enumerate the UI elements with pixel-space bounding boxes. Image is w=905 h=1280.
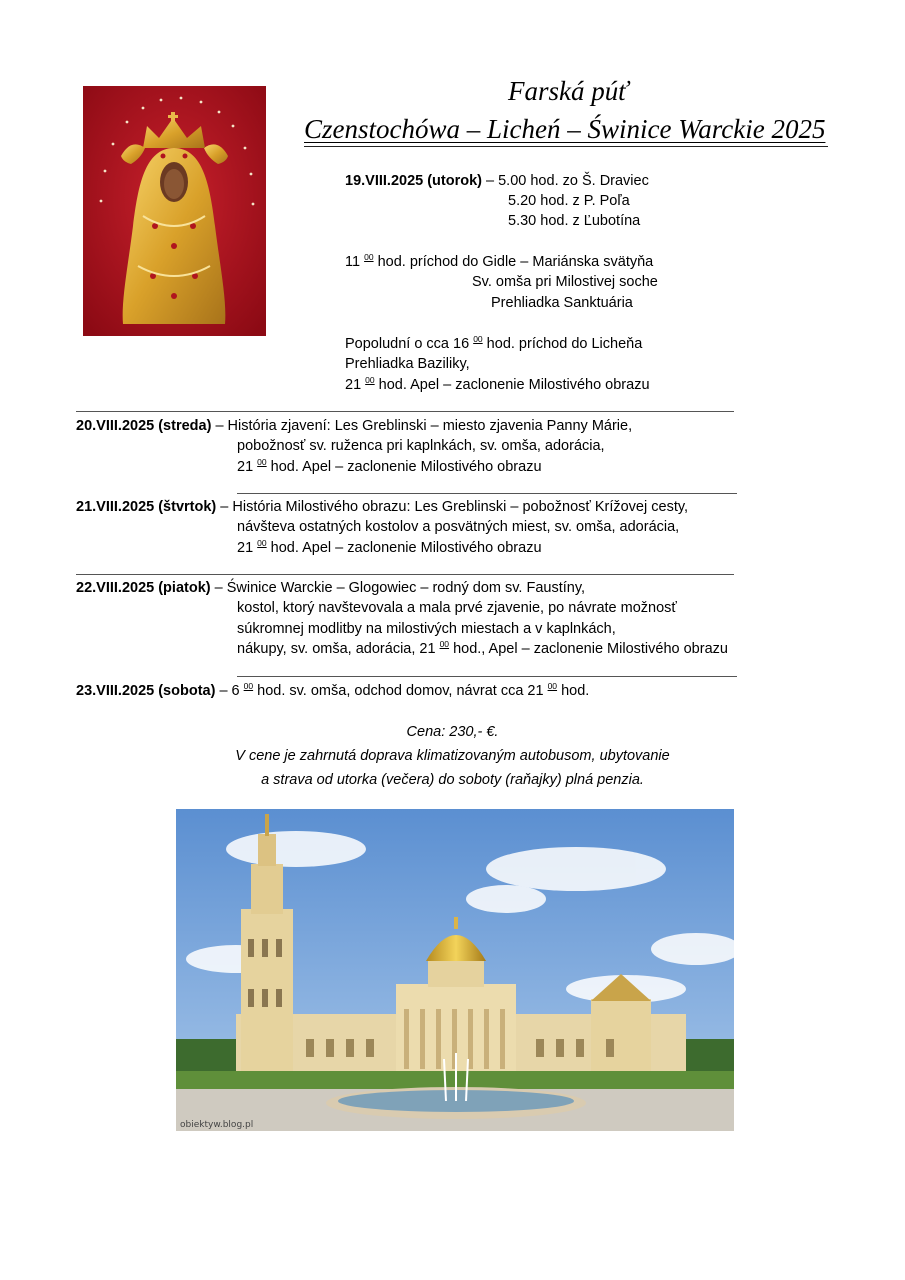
time-minutes: 00: [547, 681, 558, 691]
day1-basilica-tour: Prehliadka Baziliky,: [345, 356, 470, 372]
day5-line1: [76, 681, 589, 702]
day2-text: – História zjavení: Les Greblinski – miesto zjavenia Panny Márie,: [211, 418, 633, 434]
divider: [76, 574, 734, 575]
title-double-underline: [304, 146, 828, 147]
day2-line1: [76, 416, 632, 437]
divider: [76, 411, 734, 412]
day1-date: 19.VIII.2025 (utorok): [345, 173, 482, 189]
time-hour: 21: [237, 540, 254, 556]
divider: [237, 493, 737, 494]
subtitle: Farská púť: [508, 76, 629, 106]
time-minutes: 00: [439, 639, 450, 649]
basilica-photo: [176, 809, 734, 1131]
time-minutes: 00: [365, 375, 375, 385]
afternoon-text: Popoludní o cca 16: [345, 336, 470, 352]
page-title: Czenstochówa – Licheń – Świnice Warckie 2025: [304, 114, 826, 144]
time-minutes: 00: [257, 457, 267, 467]
day5-text: hod. sv. omša, odchod domov, návrat cca 21: [253, 683, 544, 699]
price-info-2: a strava od utorka (večera) do soboty (raňajky) plná penzia.: [261, 772, 644, 788]
time-minutes: 00: [243, 681, 254, 691]
day3-date: 21.VIII.2025 (štvrtok): [76, 499, 217, 515]
day4-text: nákupy, sv. omša, adorácia, 21: [237, 641, 436, 657]
apel-text: hod. Apel – zaclonenie Milostivého obrazu: [266, 540, 542, 556]
day4-date: 22.VIII.2025 (piatok): [76, 580, 211, 596]
day1-apel: [345, 375, 650, 396]
day4-line1: [76, 578, 585, 599]
time-minutes: 00: [364, 252, 374, 262]
day3-apel: [237, 538, 542, 559]
day5-date: 23.VIII.2025 (sobota): [76, 683, 216, 699]
price-info-1: V cene je zahrnutá doprava klimatizovaným autobusom, ubytovanie: [235, 748, 670, 764]
day1-departure-3: 5.30 hod. z Ľubotína: [508, 213, 641, 229]
day1-departure-1: – 5.00 hod. zo Š. Draviec: [482, 173, 649, 189]
day3-line2: návšteva ostatných kostolov a posvätných miest, sv. omša, adorácia,: [237, 519, 680, 535]
apel-text: hod. Apel – zaclonenie Milostivého obrazu: [266, 459, 542, 475]
day2-line2: pobožnosť sv. ruženca pri kaplnkách, sv. omša, adorácia,: [237, 438, 605, 454]
madonna-image: [83, 86, 266, 336]
day1-line1: [345, 171, 649, 192]
price-line: Cena: 230,- €.: [406, 724, 499, 740]
day4-line2: kostol, ktorý navštevovala a mala prvé zjavenie, po návrate možnosť: [237, 600, 677, 616]
day5-hour: – 6: [215, 683, 240, 699]
day4-line3: súkromnej modlitby na milostivých miestach a v kaplnkách,: [237, 621, 616, 637]
day1-tour: Prehliadka Sanktuária: [491, 295, 633, 311]
time-minutes: 00: [257, 538, 267, 548]
day5-text-end: hod.: [557, 683, 590, 699]
day1-mass: Sv. omša pri Milostivej soche: [472, 274, 658, 290]
day2-apel: [237, 457, 542, 478]
day4-text: – Świnice Warckie – Glogowiec – rodný dom sv. Faustíny,: [210, 580, 586, 596]
day3-text: – História Milostivého obrazu: Les Greblinski – pobožnosť Krížovej cesty,: [216, 499, 689, 515]
arrival-text: hod. príchod do Gidle – Mariánska svätyňa: [373, 254, 654, 270]
apel-text: hod. Apel – zaclonenie Milostivého obrazu: [374, 377, 650, 393]
time-hour: 11: [345, 254, 361, 270]
time-hour: 21: [345, 377, 362, 393]
photo-watermark: obiektyw.blog.pl: [180, 1120, 254, 1130]
day4-apel-text: hod., Apel – zaclonenie Milostivého obrazu: [449, 641, 728, 657]
day4-line4: [237, 639, 728, 660]
divider: [237, 676, 737, 677]
time-hour: 21: [237, 459, 254, 475]
day1-afternoon: [345, 334, 642, 355]
afternoon-arrival: hod. príchod do Licheňa: [482, 336, 643, 352]
day1-departure-2: 5.20 hod. z P. Poľa: [508, 193, 630, 209]
madonna-icon: [83, 86, 266, 336]
time-minutes: 00: [473, 334, 483, 344]
day2-date: 20.VIII.2025 (streda): [76, 418, 212, 434]
day3-line1: [76, 497, 688, 518]
day1-arrival: [345, 252, 653, 273]
